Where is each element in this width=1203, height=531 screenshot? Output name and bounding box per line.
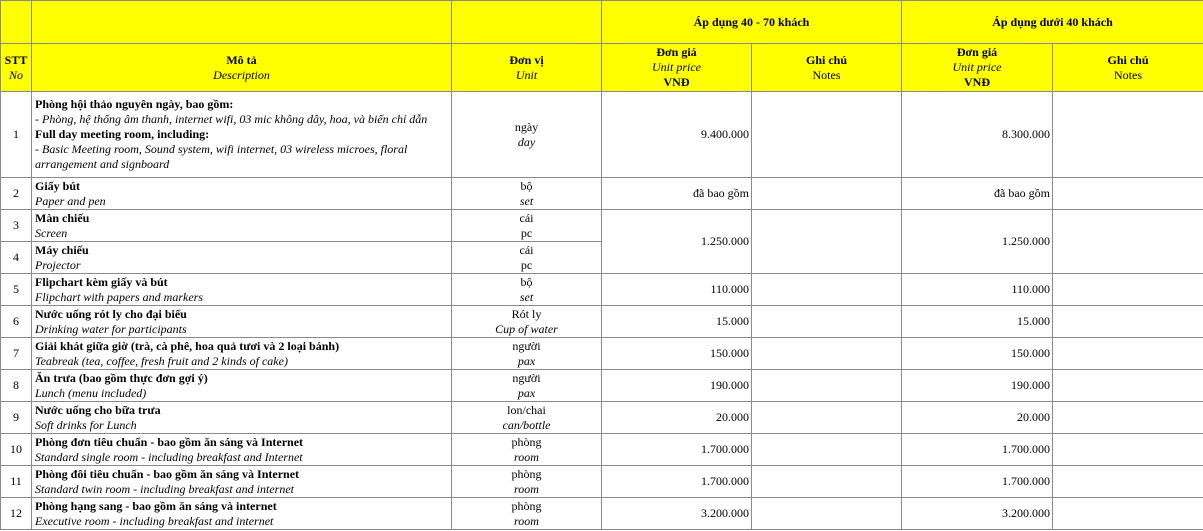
row-notes-a: [752, 370, 902, 402]
row-title-en: Standard twin room - including breakfast and internet: [35, 481, 294, 496]
notes-b-header: [1053, 44, 1203, 92]
row-price-a: 3.200.000: [602, 498, 752, 530]
row-unit: [452, 178, 602, 210]
desc-header: [32, 44, 452, 92]
row-title-vi: Giấy bút: [35, 178, 81, 193]
row-unit-vi: phòng: [511, 434, 542, 449]
row-unit-vi: cái: [519, 242, 534, 257]
row-title-en: Flipchart with papers and markers: [35, 289, 203, 304]
row-title-en: Executive room - including breakfast and internet: [35, 513, 274, 528]
row-notes-b: [1053, 434, 1203, 466]
notes-a-header-vi: Ghi chú: [805, 52, 847, 67]
row-number: 7: [1, 338, 32, 370]
row-unit: [452, 242, 602, 274]
row-price-b: 15.000: [902, 306, 1053, 338]
table-row: [1, 306, 1203, 338]
row-number: 6: [1, 306, 32, 338]
row-price-a: 1.700.000: [602, 466, 752, 498]
table-row: [1, 402, 1203, 434]
row-description: [32, 242, 452, 274]
blank-cell: [32, 1, 452, 44]
table-row: [1, 466, 1203, 498]
row-price-b: 1.700.000: [902, 434, 1053, 466]
row-unit: [452, 434, 602, 466]
row-notes-a: [752, 178, 902, 210]
row-notes-b: [1053, 370, 1203, 402]
row-price-b: 3.200.000: [902, 498, 1053, 530]
row-unit-en: pax: [517, 385, 536, 400]
row-title-en: Soft drinks for Lunch: [35, 417, 137, 432]
price-a-header-cur: VNĐ: [663, 75, 690, 89]
row-number: 5: [1, 274, 32, 306]
row-unit-en: can/bottle: [502, 417, 551, 432]
stt-header-en: No: [8, 67, 23, 82]
table-row: [1, 498, 1203, 530]
row-title-en: Paper and pen: [35, 193, 106, 208]
row-unit: [452, 274, 602, 306]
row-unit-vi: người: [512, 338, 541, 353]
row-notes-b: [1053, 210, 1203, 274]
price-b-header-en: Unit price: [952, 60, 1002, 74]
row-title-vi: Phòng hội thảo nguyên ngày, bao gồm:: [35, 97, 234, 111]
row-notes-b: [1053, 466, 1203, 498]
notes-a-header-en: Notes: [812, 67, 841, 82]
row-price-a: 190.000: [602, 370, 752, 402]
row-notes-b: [1053, 274, 1203, 306]
row-unit: [452, 370, 602, 402]
group-b-header: Áp dụng dưới 40 khách: [902, 1, 1203, 44]
row-description: [32, 210, 452, 242]
price-b-header: [902, 44, 1053, 92]
row-title-vi: Máy chiếu: [35, 242, 89, 257]
row-number: 1: [1, 92, 32, 178]
row-title-vi: Ăn trưa (bao gồm thực đơn gợi ý): [35, 370, 208, 385]
row-title-vi: Màn chiếu: [35, 210, 90, 225]
row-title-vi: Nước uống rót ly cho đại biểu: [35, 306, 187, 321]
row-notes-b: [1053, 178, 1203, 210]
row-notes-a: [752, 466, 902, 498]
row-notes-a: [752, 338, 902, 370]
row-unit-en: room: [514, 481, 539, 496]
row-notes-b: [1053, 402, 1203, 434]
row-unit-vi: lon/chai: [507, 402, 546, 417]
row-unit: [452, 306, 602, 338]
row-notes-a: [752, 306, 902, 338]
row-unit-vi: Rót ly: [511, 306, 542, 321]
table-row: [1, 178, 1203, 210]
row-title-en: Lunch (menu included): [35, 385, 147, 400]
stt-header: [1, 44, 32, 92]
table-row: [1, 210, 1203, 242]
row-title-en: Full day meeting room, including:: [35, 127, 210, 141]
row-notes-a: [752, 210, 902, 274]
row-unit-vi: cái: [519, 210, 534, 225]
row-number: 8: [1, 370, 32, 402]
row-unit-vi: phòng: [511, 466, 542, 481]
row-notes-a: [752, 92, 902, 178]
row-price-b: 1.250.000: [902, 210, 1053, 274]
row-unit-en: set: [519, 193, 534, 208]
row-notes-b: [1053, 92, 1203, 178]
row-number: 11: [1, 466, 32, 498]
row-title-en: Teabreak (tea, coffee, fresh fruit and 2 kinds of cake): [35, 353, 288, 368]
row-title-vi: Flipchart kèm giấy và bút: [35, 274, 168, 289]
notes-a-header: [752, 44, 902, 92]
row-unit-en: Cup of water: [495, 321, 558, 336]
unit-header-en: Unit: [515, 67, 538, 82]
row-unit-en: pc: [520, 225, 533, 240]
price-b-header-cur: VNĐ: [964, 75, 990, 89]
row-price-a: 150.000: [602, 338, 752, 370]
row-unit-en: set: [519, 289, 534, 304]
unit-header-vi: Đơn vị: [509, 52, 544, 67]
row-unit-en: pc: [520, 257, 533, 272]
stt-header-vi: STT: [4, 52, 28, 67]
row-description: [32, 338, 452, 370]
notes-b-header-en: Notes: [1114, 67, 1142, 82]
row-price-b: 20.000: [902, 402, 1053, 434]
row-price-b: đã bao gồm: [902, 178, 1053, 210]
price-a-header: [602, 44, 752, 92]
blank-cell: [452, 1, 602, 44]
row-unit-vi: bộ: [520, 274, 533, 289]
row-description: [32, 466, 452, 498]
row-number: 4: [1, 242, 32, 274]
price-a-header-en: Unit price: [652, 60, 701, 74]
row-description: [32, 178, 452, 210]
desc-header-vi: Mô tả: [226, 52, 257, 67]
row-price-a: 1.700.000: [602, 434, 752, 466]
row-unit-en: room: [514, 449, 539, 464]
row-title-en: Projector: [35, 257, 81, 272]
row-description: [32, 274, 452, 306]
row-unit-vi: phòng: [511, 498, 542, 513]
row-description: [32, 92, 452, 178]
row-unit: [452, 338, 602, 370]
row-price-b: 150.000: [902, 338, 1053, 370]
row-description: [32, 402, 452, 434]
row-unit-en: day: [517, 134, 536, 149]
row-number: 3: [1, 210, 32, 242]
table-row: [1, 92, 1203, 178]
row-number: 12: [1, 498, 32, 530]
row-unit-vi: ngày: [514, 119, 539, 134]
row-description: [32, 434, 452, 466]
row-number: 2: [1, 178, 32, 210]
row-description: [32, 370, 452, 402]
row-notes-a: [752, 434, 902, 466]
desc-header-en: Description: [213, 67, 270, 82]
row-description: [32, 306, 452, 338]
table-row: [1, 274, 1203, 306]
row-price-a: 15.000: [602, 306, 752, 338]
row-notes-a: [752, 402, 902, 434]
row-price-a: 9.400.000: [602, 92, 752, 178]
row-number: 10: [1, 434, 32, 466]
row-unit: [452, 402, 602, 434]
row-title-vi: Phòng đơn tiêu chuẩn - bao gồm ăn sáng và Internet: [35, 434, 304, 449]
notes-b-header-vi: Ghi chú: [1107, 52, 1149, 67]
row-price-a: 20.000: [602, 402, 752, 434]
row-description: [32, 498, 452, 530]
row-unit: [452, 210, 602, 242]
row-notes-b: [1053, 338, 1203, 370]
row-price-b: 110.000: [902, 274, 1053, 306]
price-b-header-vi: Đơn giá: [956, 45, 998, 59]
group-header-row: [1, 1, 1203, 44]
row-title-vi: Giải khát giữa giờ (trà, cà phê, hoa quả tươi và 2 loại bánh): [35, 338, 340, 353]
row-title-vi: Phòng đôi tiêu chuẩn - bao gồm ăn sáng và Internet: [35, 466, 300, 481]
row-unit: [452, 92, 602, 178]
row-price-a: 110.000: [602, 274, 752, 306]
row-unit: [452, 498, 602, 530]
row-detail-vi: - Phòng, hệ thống âm thanh, internet wifi, 03 mic không dây, hoa, và biển chỉ dẫn: [35, 112, 428, 126]
row-unit: [452, 466, 602, 498]
price-a-header-vi: Đơn giá: [656, 45, 697, 59]
column-header-row: [1, 44, 1203, 92]
table-row: [1, 434, 1203, 466]
row-unit-en: room: [514, 513, 539, 528]
group-a-header: Áp dụng 40 - 70 khách: [602, 1, 902, 44]
row-unit-en: pax: [517, 353, 536, 368]
row-notes-a: [752, 498, 902, 530]
unit-header: [452, 44, 602, 92]
blank-cell: [1, 1, 32, 44]
row-title-vi: Nước uống cho bữa trưa: [35, 402, 161, 417]
row-title-en: Screen: [35, 225, 68, 240]
row-price-a: đã bao gồm: [602, 178, 752, 210]
row-price-b: 1.700.000: [902, 466, 1053, 498]
row-notes-b: [1053, 306, 1203, 338]
row-price-b: 190.000: [902, 370, 1053, 402]
row-price-b: 8.300.000: [902, 92, 1053, 178]
table-row: [1, 338, 1203, 370]
row-detail-en: - Basic Meeting room, Sound system, wifi internet, 03 wireless microes, floral arrangement and signboard: [35, 142, 408, 171]
row-notes-b: [1053, 498, 1203, 530]
row-unit-vi: người: [512, 370, 541, 385]
row-title-en: Standard single room - including breakfast and Internet: [35, 449, 303, 464]
row-title-en: Drinking water for participants: [35, 321, 187, 336]
row-unit-vi: bộ: [520, 178, 533, 193]
row-price-a: 1.250.000: [602, 210, 752, 274]
row-notes-a: [752, 274, 902, 306]
row-title-vi: Phòng hạng sang - bao gồm ăn sáng và internet: [35, 498, 277, 513]
table-row: [1, 370, 1203, 402]
row-number: 9: [1, 402, 32, 434]
